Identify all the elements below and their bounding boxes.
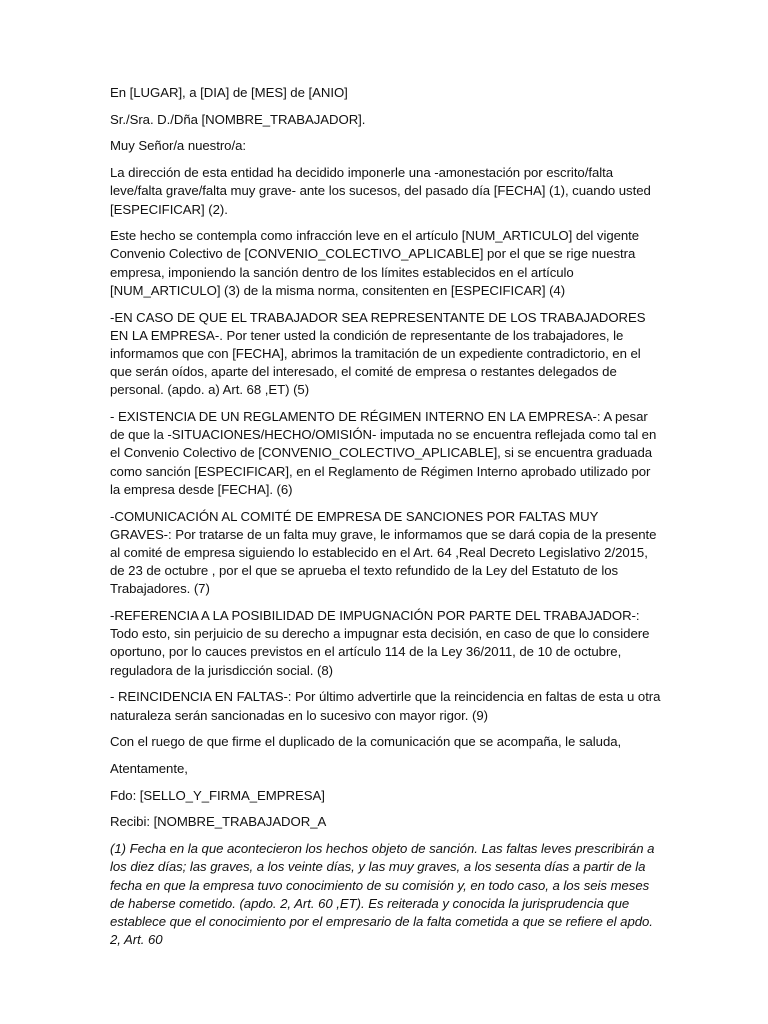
body-paragraph-request: Con el ruego de que firme el duplicado de la comunicación que se acompaña, le saluda, [110,734,622,750]
body-paragraph-internal-regulation: - EXISTENCIA DE UN REGLAMENTO DE RÉGIMEN INTERNO EN LA EMPRESA-: A pesar de que la -SITUACIONES/HECHO/OMISIÓN- imputada no se encuentra reflejada como tal en el Convenio Colectivo de [CONVENIO_COLECTIVO_APLICABLE], si se encuentra graduada como sanción [ESPECIFICAR], en el Reglamento de Régimen Interno aprobado utilizado por la empresa desde [FECHA]. (6) [110,409,657,497]
body-paragraph-challenge: -REFERENCIA A LA POSIBILIDAD DE IMPUGNACIÓN POR PARTE DEL TRABAJADOR-: Todo esto, sin perjuicio de su derecho a impugnar esta decisión, en caso de que lo considere oportuno, por lo cauces previstos en el artículo 114 de la Ley 36/2011, de 10 de octubre, reguladora de la jurisdicción social. (8) [110,608,650,678]
signature-line: Fdo: [SELLO_Y_FIRMA_EMPRESA] [110,787,325,803]
body-paragraph-representative: -EN CASO DE QUE EL TRABAJADOR SEA REPRESENTANTE DE LOS TRABAJADORES EN LA EMPRESA-. Por tener usted la condición de representante de los trabajadores, le informamos que con [FECHA], abrimos la tramitación de un expediente contradictorio, en el que serán oídos, aparte del interesado, el comité de empresa o restantes delegados de personal. (apdo. a) Art. 68 ,ET) (5) [110,309,646,398]
document-page [110,84,662,949]
recipient-line: Sr./Sra. D./Dña [NOMBRE_TRABAJADOR]. [110,111,366,127]
greeting-line: Muy Señor/a nuestro/a: [110,138,246,154]
body-paragraph-recidivism: - REINCIDENCIA EN FALTAS-: Por último advertirle que la reincidencia en faltas de esta u otra naturaleza serán sancionadas en lo sucesivo con mayor rigor. (9) [110,689,661,723]
body-paragraph-committee-communication: -COMUNICACIÓN AL COMITÉ DE EMPRESA DE SANCIONES POR FALTAS MUY GRAVES-: Por tratarse de un falta muy grave, le informamos que se dará copia de la presente al comité de empresa siguiendo lo establecido en el Art. 64 ,Real Decreto Legislativo 2/2015, de 23 de octubre , por el que se aprueba el texto refundido de la Ley del Estatuto de los Trabajadores. (7) [110,508,657,597]
closing-line: Atentamente, [110,761,188,776]
body-paragraph-infraction: Este hecho se contempla como infracción leve en el artículo [NUM_ARTICULO] del vigente Convenio Colectivo de [CONVENIO_COLECTIVO_APLICABLE] por el que se rige nuestra empresa, imponiendo la sanción dentro de los límites establecidos en el artículo [NUM_ARTICULO] (3) de la misma norma, consitenten en [ESPECIFICAR] (4) [110,228,640,298]
received-line: Recibi: [NOMBRE_TRABAJADOR_A [110,814,327,830]
place-date-line: En [LUGAR], a [DIA] de [MES] de [ANIO] [110,85,348,100]
body-paragraph-sanction: La dirección de esta entidad ha decidido imponerle una -amonestación por escrito/falta leve/falta grave/falta muy grave- ante los sucesos, del pasado día [FECHA] (1), cuando usted [ESPECIFICAR] (2). [110,165,651,217]
footnote-1: (1) Fecha en la que acontecieron los hechos objeto de sanción. Las faltas leves prescribirán a los diez días; las graves, a los veinte días, y las muy graves, a los sesenta días a partir de la fecha en que la empresa tuvo conocimiento de su comisión y, en todo caso, a los seis meses de haberse cometido. (apdo. 2, Art. 60 ,ET). Es reiterada y conocida la jurisprudencia que establece que el conocimiento por el empresario de la falta cometida a que se refiere el apdo. 2, Art. 60 [110,841,655,948]
